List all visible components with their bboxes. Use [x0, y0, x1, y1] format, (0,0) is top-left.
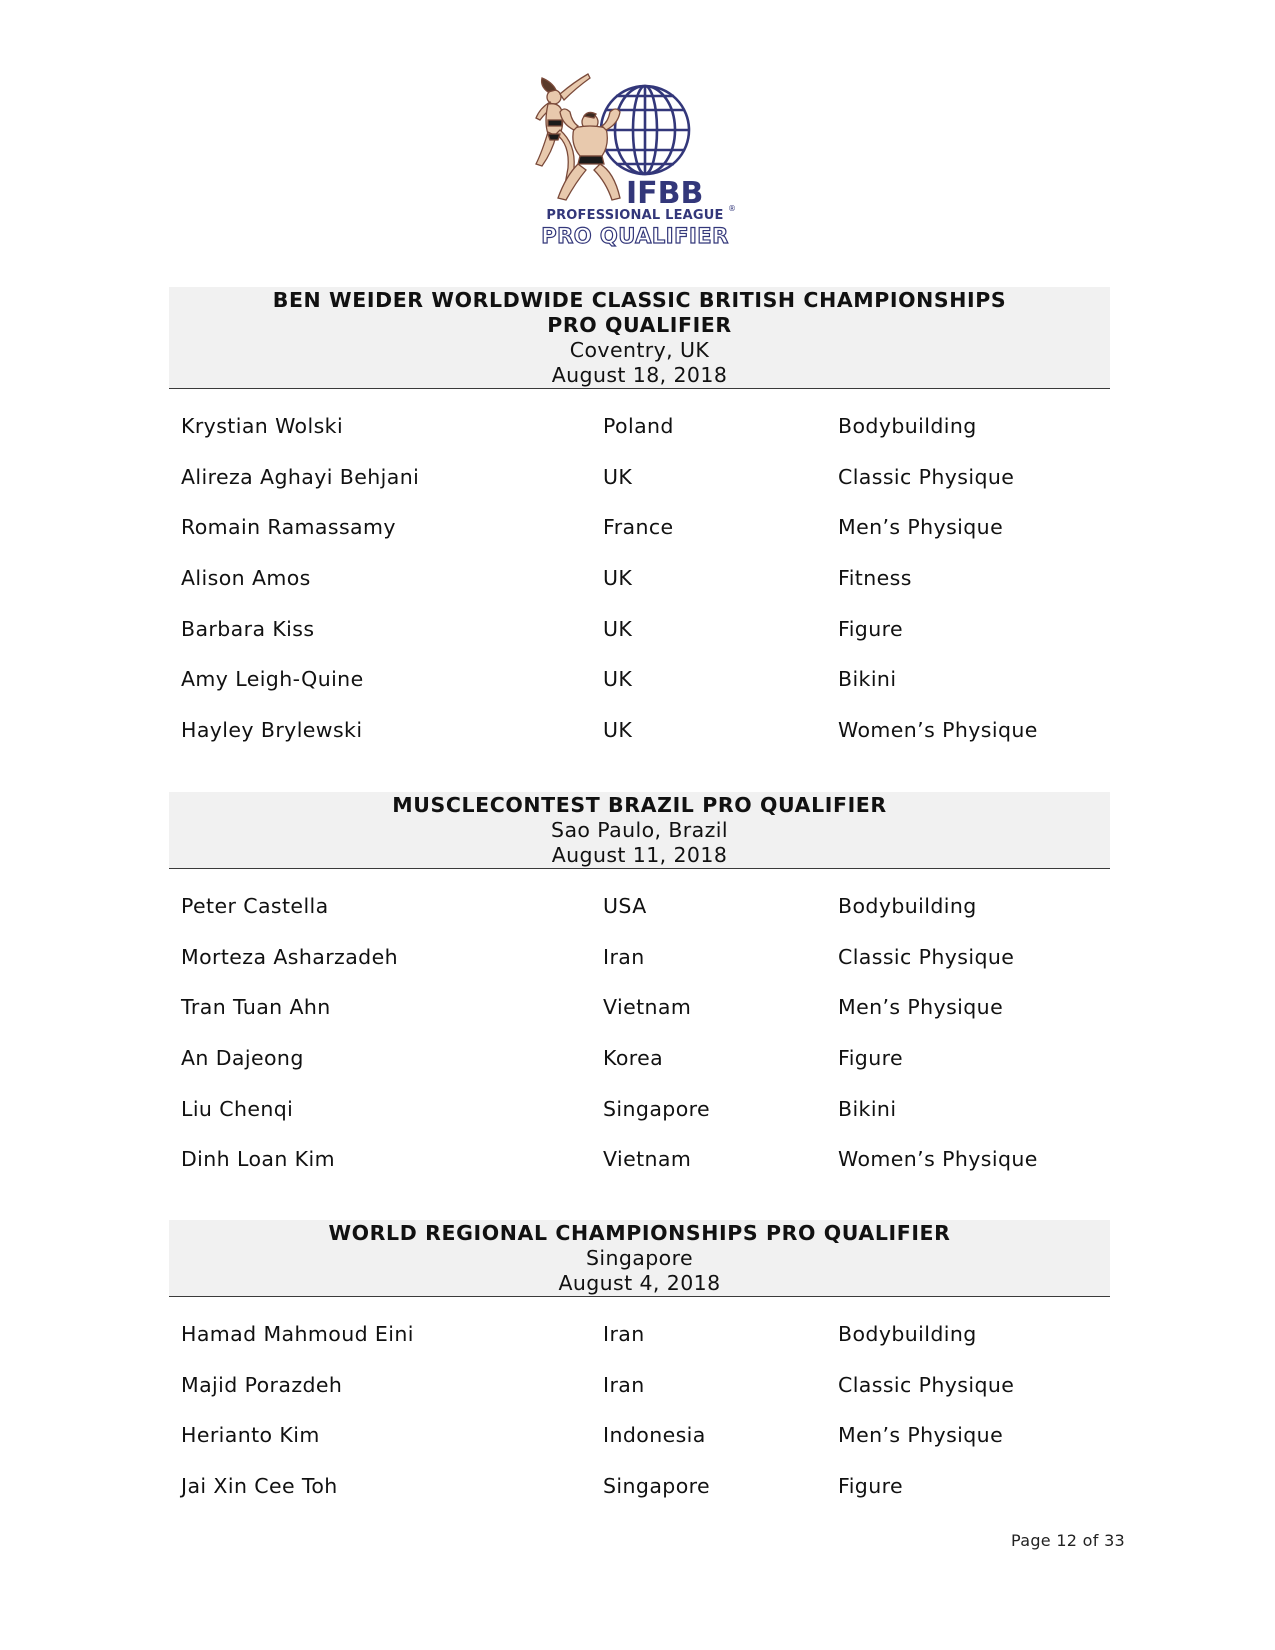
athlete-name: Morteza Asharzadeh — [181, 944, 398, 969]
athlete-division: Bodybuilding — [838, 1322, 977, 1346]
athlete-country: UK — [603, 616, 633, 641]
athlete-country: Iran — [603, 944, 645, 969]
athlete-name: Tran Tuan Ahn — [181, 995, 331, 1020]
athlete-country: Singapore — [603, 1096, 711, 1121]
result-row — [169, 465, 1110, 516]
result-row — [169, 617, 1110, 668]
result-row — [169, 1373, 1110, 1424]
competition-date: August 4, 2018 — [558, 1271, 721, 1295]
competition-title: WORLD REGIONAL CHAMPIONSHIPS PRO QUALIFIER — [328, 1221, 951, 1245]
athlete-country: UK — [603, 464, 633, 489]
athlete-division: Men’s Physique — [838, 995, 1004, 1020]
athlete-country: Poland — [603, 414, 674, 438]
athlete-division: Women’s Physique — [838, 1147, 1038, 1172]
athlete-country: France — [603, 515, 674, 540]
competition-date: August 18, 2018 — [551, 363, 728, 387]
result-row — [169, 1147, 1110, 1198]
logo-subtitle: PROFESSIONAL LEAGUE — [546, 208, 724, 223]
result-row — [169, 1423, 1110, 1474]
athlete-division: Men’s Physique — [838, 515, 1004, 540]
registered-mark: ® — [728, 204, 736, 213]
athlete-name: An Dajeong — [181, 1046, 304, 1071]
athlete-country: Vietnam — [603, 995, 692, 1020]
ifbb-pro-qualifier-logo — [530, 72, 740, 257]
athlete-division: Figure — [838, 1474, 903, 1499]
athlete-country: Iran — [603, 1322, 645, 1346]
athlete-name: Alireza Aghayi Behjani — [181, 464, 420, 489]
athlete-division: Fitness — [838, 566, 912, 591]
athlete-name: Hamad Mahmoud Eini — [181, 1322, 414, 1346]
competition-location: Singapore — [585, 1246, 694, 1270]
athlete-country: UK — [603, 667, 633, 692]
result-row — [169, 1474, 1110, 1525]
athlete-name: Herianto Kim — [181, 1423, 320, 1448]
athlete-country: Vietnam — [603, 1147, 692, 1172]
competition-section — [169, 1220, 1110, 1525]
page-number: Page 12 of 33 — [1011, 1531, 1126, 1550]
competition-section — [169, 287, 1110, 769]
result-row — [169, 945, 1110, 996]
athlete-division: Bodybuilding — [838, 894, 977, 918]
athlete-country: UK — [603, 718, 633, 743]
athlete-name: Barbara Kiss — [181, 616, 315, 641]
competition-location: Coventry, UK — [569, 338, 710, 362]
athlete-name: Dinh Loan Kim — [181, 1147, 335, 1172]
athlete-division: Women’s Physique — [838, 718, 1038, 743]
athlete-division: Men’s Physique — [838, 1423, 1004, 1448]
athlete-country: Iran — [603, 1372, 645, 1397]
competition-date: August 11, 2018 — [551, 843, 728, 867]
athlete-division: Figure — [838, 1046, 903, 1071]
result-row — [169, 718, 1110, 769]
athlete-name: Alison Amos — [181, 566, 311, 591]
athlete-division: Bikini — [838, 1096, 897, 1121]
athlete-name: Hayley Brylewski — [181, 718, 363, 743]
result-row — [169, 515, 1110, 566]
results-list — [169, 414, 1110, 769]
athlete-division: Bodybuilding — [838, 414, 977, 438]
athlete-country: Korea — [603, 1046, 664, 1071]
athlete-name: Krystian Wolski — [181, 414, 344, 438]
athlete-division: Figure — [838, 616, 903, 641]
competition-title: BEN WEIDER WORLDWIDE CLASSIC BRITISH CHAMPIONSHIPS — [272, 288, 1007, 312]
logo-brand-text: IFBB — [626, 176, 704, 211]
logo-tagline: PRO QUALIFIER — [541, 224, 729, 248]
athlete-country: Indonesia — [603, 1423, 706, 1448]
result-row — [169, 1097, 1110, 1148]
result-row — [169, 566, 1110, 617]
globe-icon — [601, 86, 689, 174]
athlete-division: Classic Physique — [838, 944, 1015, 969]
athlete-name: Amy Leigh-Quine — [181, 667, 364, 692]
competition-header — [169, 1220, 1110, 1297]
athlete-name: Majid Porazdeh — [181, 1372, 343, 1397]
athlete-name: Romain Ramassamy — [181, 515, 396, 540]
competition-location: Sao Paulo, Brazil — [551, 818, 728, 842]
results-list — [169, 894, 1110, 1198]
athlete-name: Liu Chenqi — [181, 1096, 294, 1121]
result-row — [169, 1046, 1110, 1097]
athlete-country: UK — [603, 566, 633, 591]
results-list — [169, 1322, 1110, 1525]
competition-title: MUSCLECONTEST BRAZIL PRO QUALIFIER — [392, 793, 887, 817]
result-row — [169, 414, 1110, 465]
athlete-country: Singapore — [603, 1474, 711, 1499]
athlete-division: Bikini — [838, 667, 897, 692]
athlete-country: USA — [603, 894, 647, 918]
result-row — [169, 667, 1110, 718]
athlete-division: Classic Physique — [838, 464, 1015, 489]
result-row — [169, 1322, 1110, 1373]
athlete-division: Classic Physique — [838, 1372, 1015, 1397]
result-row — [169, 894, 1110, 945]
competition-title: PRO QUALIFIER — [547, 313, 732, 337]
competition-section — [169, 792, 1110, 1198]
competition-header — [169, 792, 1110, 869]
result-row — [169, 995, 1110, 1046]
athlete-name: Jai Xin Cee Toh — [181, 1474, 338, 1499]
competition-header — [169, 287, 1110, 389]
athlete-name: Peter Castella — [181, 894, 329, 918]
